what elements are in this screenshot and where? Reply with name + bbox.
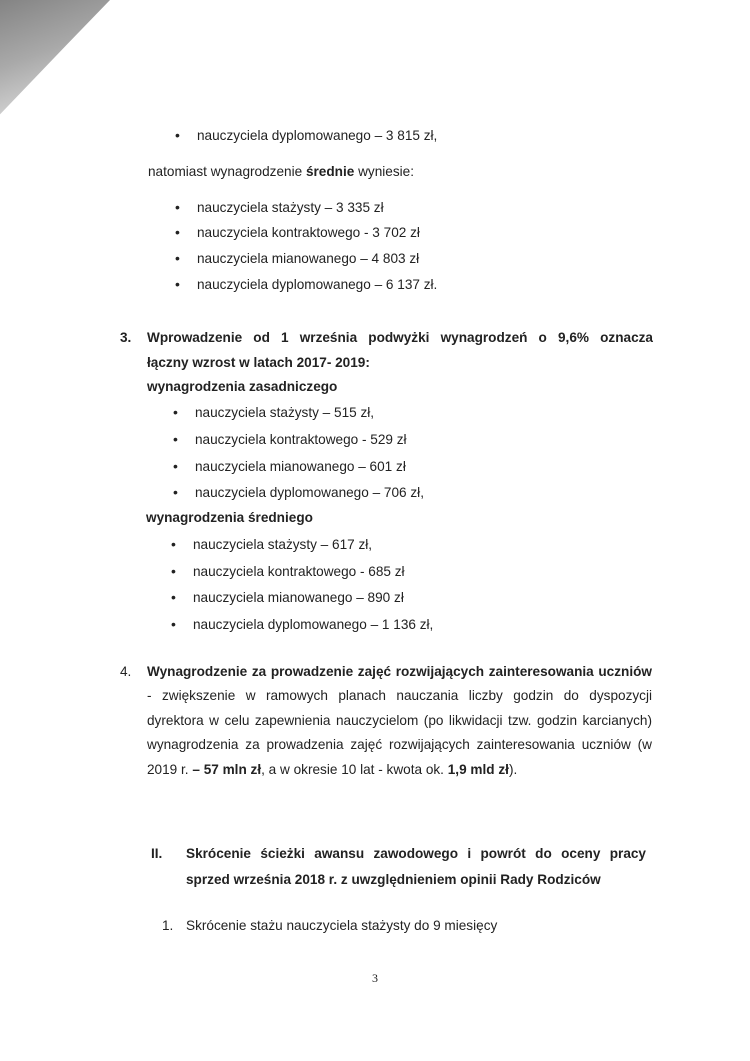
list-item [195, 432, 407, 447]
section-II-heading-line1: Skrócenie ścieżki awansu zawodowego i powrót do oceny pracy [186, 846, 646, 861]
list-item [193, 564, 405, 579]
list-item-text: nauczyciela kontraktowego - 529 zł [195, 432, 407, 447]
list-item-text: nauczyciela dyplomowanego – 706 zł, [195, 485, 424, 500]
section-3-sub2-title: wynagrodzenia średniego [146, 510, 313, 525]
section-4-text-2: , a w okresie 10 lat - kwota ok. [261, 761, 448, 777]
section-4-text: - zwiększenie w ramowych planach nauczania liczby godzin do dyspozycji dyrektora w celu zapewnienia nauczycielom (po likwidacji tzw. godzin karcianych) wynagrodzenia za prowadzenia zajęć rozwijających zainteresowania uczniów (w 2019 r. [147, 688, 652, 777]
section-4-bold-amount: – 57 mln zł [192, 761, 262, 777]
list-item-text: nauczyciela kontraktowego - 3 702 zł [197, 225, 420, 240]
list-item [195, 485, 424, 500]
list-item [197, 200, 384, 215]
list-item [195, 459, 406, 474]
list-item-text: nauczyciela dyplomowanego – 6 137 zł. [197, 277, 438, 292]
section-4-text-3: ). [508, 761, 518, 777]
section-3-heading-line2: łączny wzrost w latach 2017- 2019: [147, 355, 370, 370]
section-4-paragraph [147, 660, 652, 782]
list-item-text: nauczyciela stażysty – 617 zł, [193, 537, 373, 552]
list-item [193, 590, 404, 605]
section-3-heading-line1: Wprowadzenie od 1 września podwyżki wynagrodzeń o 9,6% oznacza [147, 330, 653, 345]
section-4-number: 4. [120, 664, 132, 679]
page-number: 3 [372, 971, 378, 985]
list-item-text: nauczyciela dyplomowanego – 3 815 zł, [197, 128, 438, 143]
srednie-intro [148, 164, 414, 179]
scan-corner-fold [0, 0, 110, 130]
intro-bold: średnie [305, 164, 355, 179]
section-4-bold-lead: Wynagrodzenie za prowadzenie zajęć rozwijających zainteresowania uczniów [147, 664, 652, 679]
list-item-text: nauczyciela mianowanego – 890 zł [193, 590, 404, 605]
section-II-numeral: II. [151, 846, 163, 861]
list-item-text: nauczyciela kontraktowego - 685 zł [193, 564, 405, 579]
section-II-heading-line2: sprzed września 2018 r. z uwzględnieniem opinii Rady Rodziców [186, 872, 601, 887]
intro-text: natomiast wynagrodzenie [148, 164, 306, 179]
list-item-text: nauczyciela stażysty – 3 335 zł [197, 200, 384, 215]
section-3-number: 3. [120, 330, 132, 345]
list-item [197, 225, 420, 240]
list-item [193, 617, 433, 632]
list-item [197, 251, 419, 266]
list-item [193, 537, 372, 552]
list-item-text: nauczyciela mianowanego – 4 803 zł [197, 251, 420, 266]
item-1-text: Skrócenie stażu nauczyciela stażysty do 9 miesięcy [186, 918, 498, 933]
item-1-number: 1. [162, 918, 174, 933]
list-item [197, 277, 437, 292]
list-item-text: nauczyciela stażysty – 515 zł, [195, 405, 375, 420]
list-item [197, 128, 437, 143]
intro-text-end: wyniesie: [354, 164, 414, 179]
list-item-text: nauczyciela dyplomowanego – 1 136 zł, [193, 617, 434, 632]
list-item-text: nauczyciela mianowanego – 601 zł [195, 459, 406, 474]
list-item [195, 405, 374, 420]
section-3-sub1-title: wynagrodzenia zasadniczego [147, 379, 338, 394]
section-4-bold-amount-2: 1,9 mld zł [447, 761, 509, 777]
